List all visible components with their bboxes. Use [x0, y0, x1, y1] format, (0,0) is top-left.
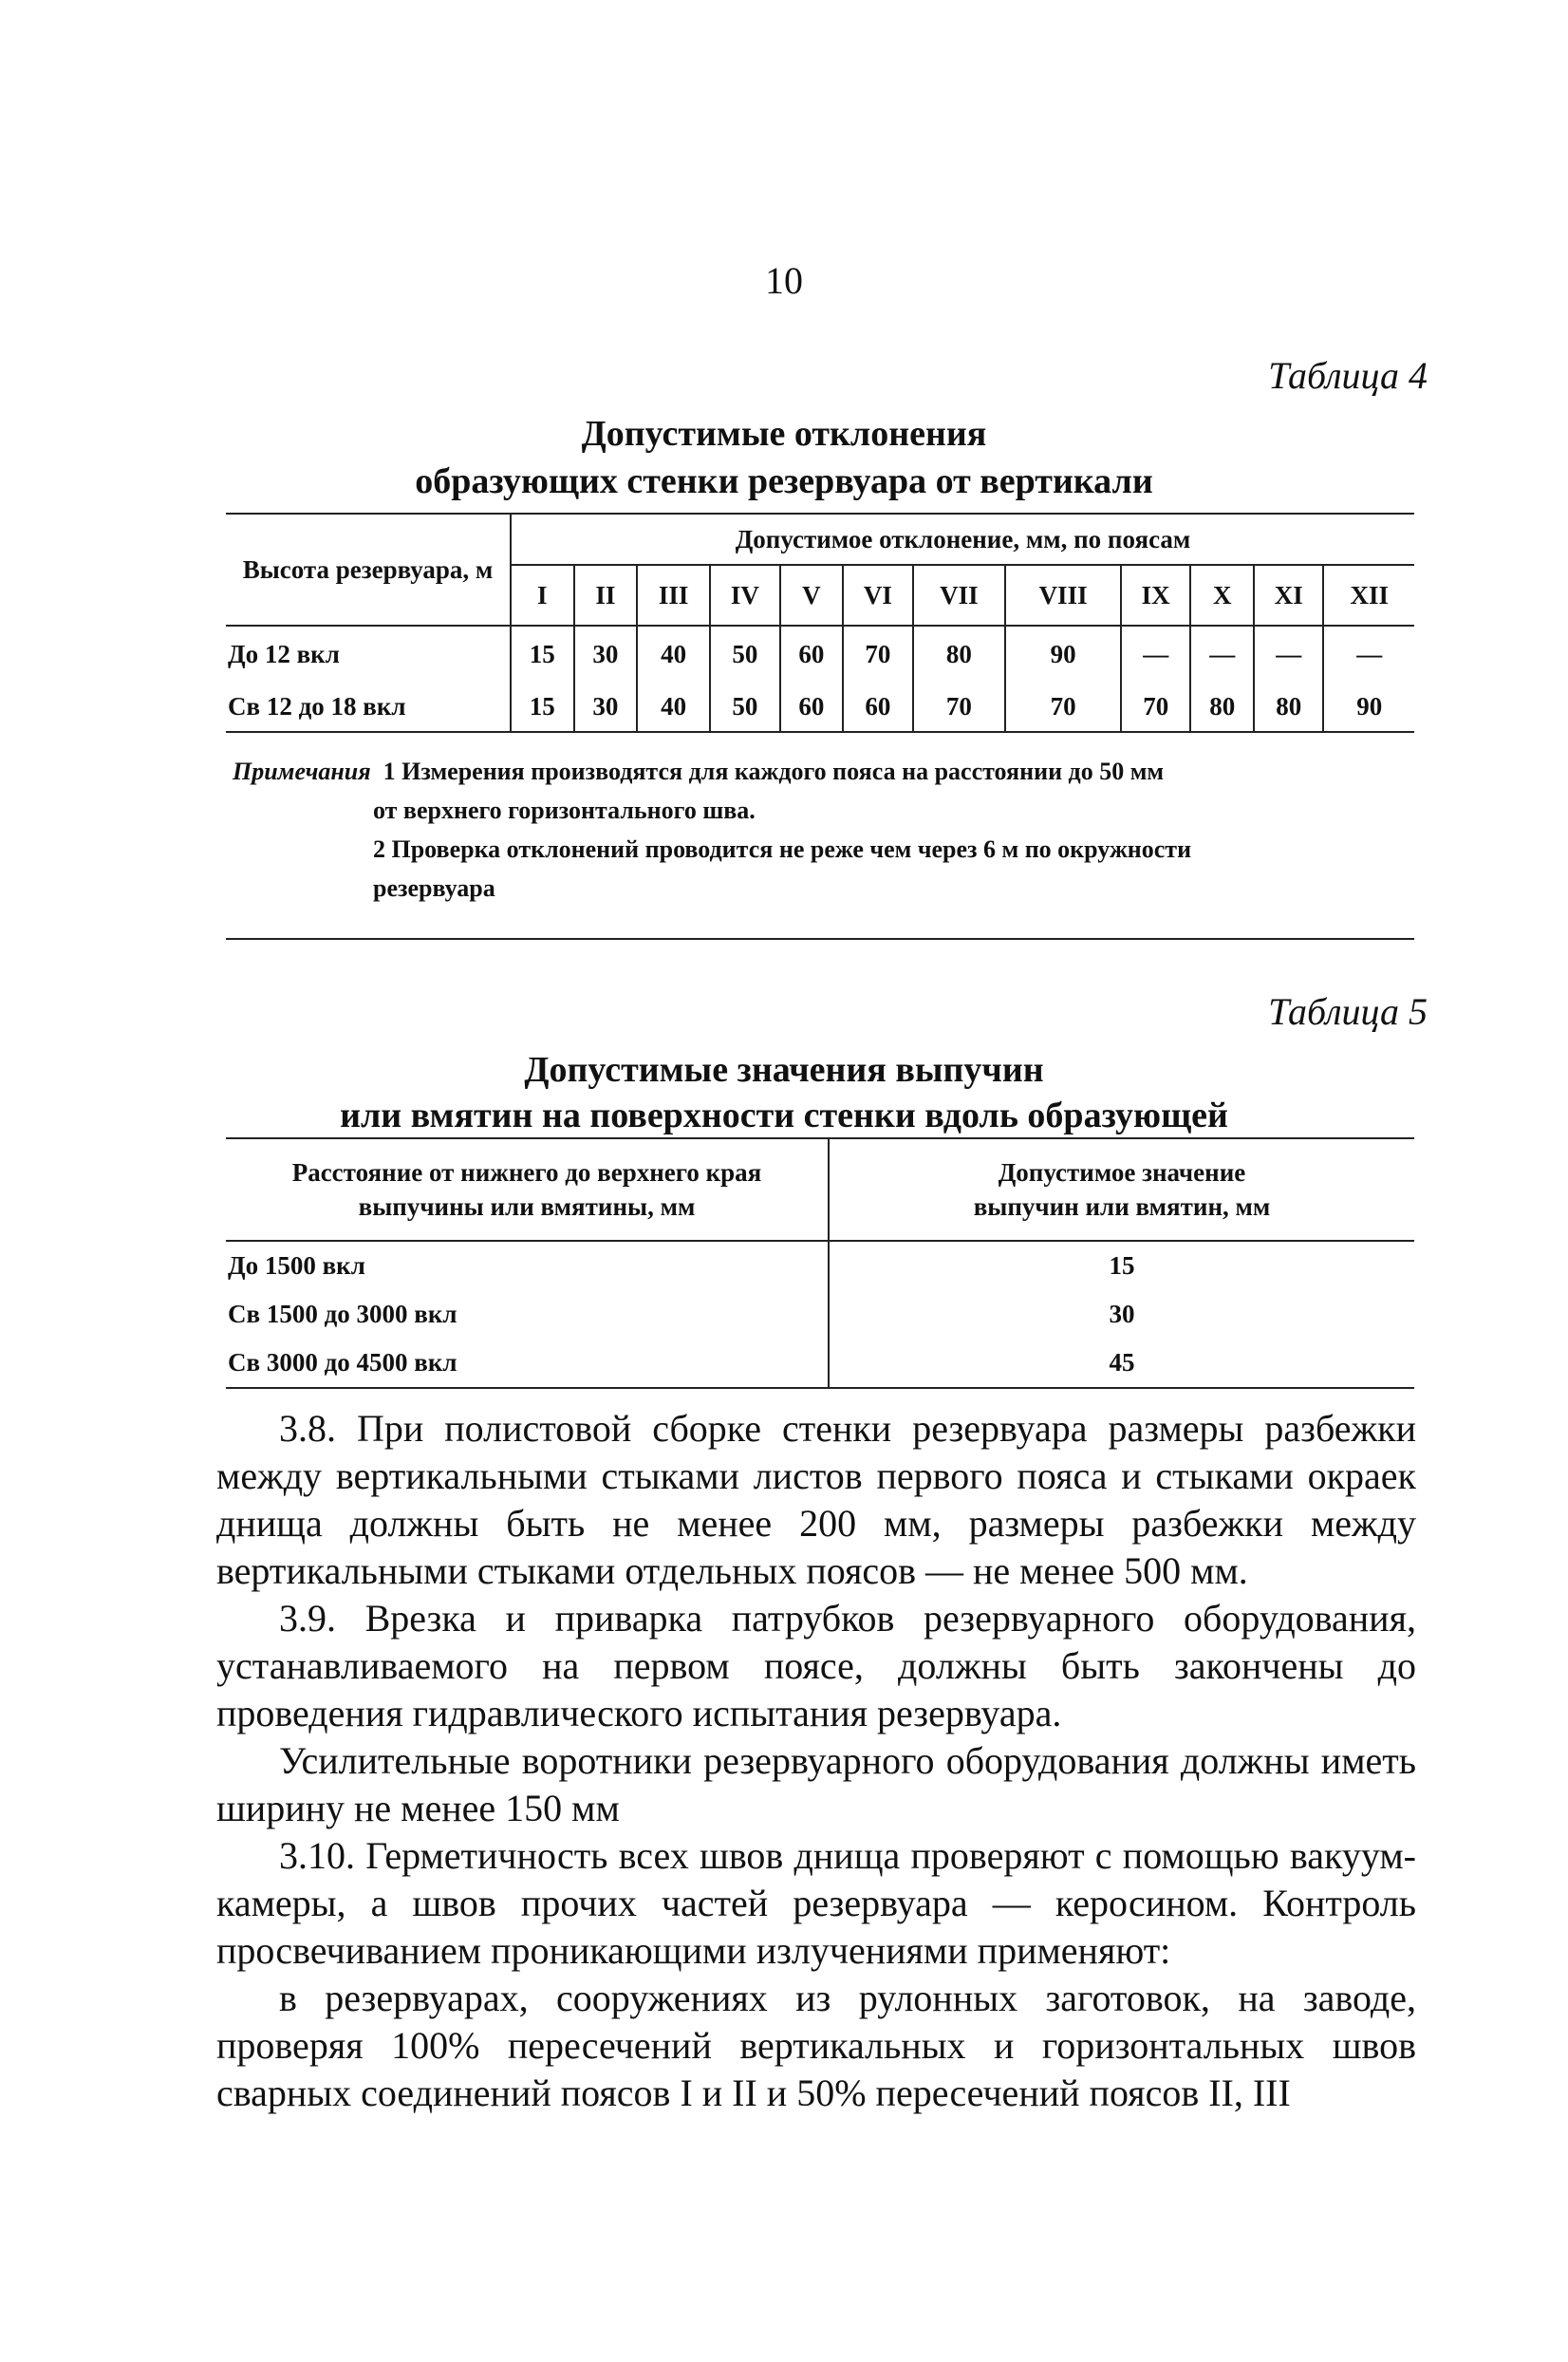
table-cell: —	[1323, 626, 1414, 682]
belt-header: IX	[1121, 565, 1190, 626]
table4-title-line2: образующих стенки резервуара от вертикали	[415, 461, 1153, 501]
table-cell: 30	[574, 682, 638, 732]
table-cell: 80	[1190, 682, 1254, 732]
row-label: Св 12 до 18 вкл	[226, 682, 511, 732]
table5-header-col1	[226, 1138, 829, 1241]
belt-header: III	[637, 565, 710, 626]
note2-line1: 2 Проверка отклонений проводится не реже чем через 6 м по окружности	[373, 835, 1192, 863]
paragraph-3-8: 3.8. При полистовой сборке стенки резервуара размеры разбежки между вертикальными стыками листов первого пояса и стыками окраек днища должны быть не менее 200 мм, размеры разбежки между вертикальными стыками отдельных поясов — не менее 500 мм.	[216, 1407, 1416, 1592]
paragraph-3-10: 3.10. Герметичность всех швов днища проверяют с помощью вакуум-камеры, а швов прочих частей резервуара — керосином. Контроль просвечиванием проникающими излучениями применяют:	[216, 1834, 1416, 1972]
belt-header: V	[780, 565, 844, 626]
table4-header-group: Допустимое отклонение, мм, по поясам	[511, 514, 1414, 565]
table-cell: 30	[574, 626, 638, 682]
belt-header: VIII	[1005, 565, 1121, 626]
paragraph-3-9: 3.9. Врезка и приварка патрубков резервуарного оборудования, устанавливаемого на первом поясе, должны быть закончены до проведения гидравлического испытания резервуара.	[216, 1597, 1416, 1734]
note1-line1: 1 Измерения производятся для каждого пояса на расстоянии до 50 мм	[383, 758, 1165, 785]
table-cell: 30	[1109, 1300, 1135, 1328]
table-cell: 70	[1121, 682, 1190, 732]
belt-header: XII	[1323, 565, 1414, 626]
row-label: Св 3000 до 4500 вкл	[226, 1339, 829, 1388]
table-cell: 15	[511, 626, 574, 682]
row-label: До 1500 вкл	[226, 1241, 829, 1290]
table-cell: 40	[637, 682, 710, 732]
table5-label: Таблица 5	[1268, 990, 1428, 1033]
table-cell: 60	[780, 626, 844, 682]
divider	[226, 938, 1414, 940]
table-cell: 60	[780, 682, 844, 732]
paragraph-rolled: в резервуарах, сооружениях из рулонных заготовок, на заводе, проверяя 100% пересечений вертикальных и горизонтальных швов сварных соединений поясов I и II и 50% пересечений поясов II, III	[216, 1977, 1416, 2114]
table-row	[226, 1339, 1414, 1388]
belt-header: XI	[1254, 565, 1323, 626]
table-cell: —	[1190, 626, 1254, 682]
table-row	[226, 682, 1414, 732]
belt-header: I	[511, 565, 574, 626]
notes-label: Примечания	[233, 758, 371, 785]
body-text	[216, 1405, 1416, 2117]
table-cell: 45	[829, 1339, 1414, 1388]
table-cell: 50	[710, 682, 779, 732]
table-cell: 40	[637, 626, 710, 682]
belt-header: IV	[710, 565, 779, 626]
note2-line2: резервуара	[373, 874, 495, 902]
row-label: Св 1500 до 3000 вкл	[226, 1290, 829, 1339]
header-line: выпучин или вмятин, мм	[973, 1192, 1271, 1221]
belt-header: VI	[843, 565, 912, 626]
belt-header: II	[574, 565, 638, 626]
table-cell: —	[1121, 626, 1190, 682]
table-cell: 50	[710, 626, 779, 682]
table4-title-line1: Допустимые отклонения	[581, 414, 987, 454]
header-line: Допустимое значение	[998, 1158, 1246, 1187]
table-cell: 60	[843, 682, 912, 732]
table-cell: 70	[913, 682, 1006, 732]
table4	[226, 513, 1414, 733]
belt-header: VII	[913, 565, 1006, 626]
table4-label: Таблица 4	[1268, 354, 1428, 397]
table-row	[226, 1290, 1414, 1339]
table-cell: 80	[1254, 682, 1323, 732]
belt-header: X	[1190, 565, 1254, 626]
table-cell: 80	[913, 626, 1006, 682]
table-cell: 70	[843, 626, 912, 682]
table-cell: 70	[1005, 682, 1121, 732]
header-line: Расстояние от нижнего до верхнего края	[291, 1158, 762, 1187]
table5-title-line2: или вмятин на поверхности стенки вдоль образующей	[340, 1096, 1228, 1135]
table5-title-line1: Допустимые значения выпучин	[524, 1050, 1044, 1090]
table4-header-height: Высота резервуара, м	[226, 514, 511, 626]
row-label: До 12 вкл	[226, 626, 511, 682]
table-row	[226, 1241, 1414, 1290]
table-cell: 15	[511, 682, 574, 732]
table-cell: 15	[1109, 1251, 1135, 1280]
table5-header-col2	[829, 1138, 1414, 1241]
table4-notes	[233, 752, 1419, 908]
note1-line2: от верхнего горизонтального шва.	[373, 797, 756, 824]
table-cell: —	[1254, 626, 1323, 682]
table-cell: 90	[1323, 682, 1414, 732]
table-cell: 90	[1005, 626, 1121, 682]
page-number: 10	[765, 259, 803, 302]
paragraph-collars: Усилительные воротники резервуарного оборудования должны иметь ширину не менее 150 мм	[216, 1739, 1416, 1829]
header-line: выпучины или вмятины, мм	[358, 1192, 696, 1221]
table-row	[226, 626, 1414, 682]
table5	[226, 1137, 1414, 1389]
